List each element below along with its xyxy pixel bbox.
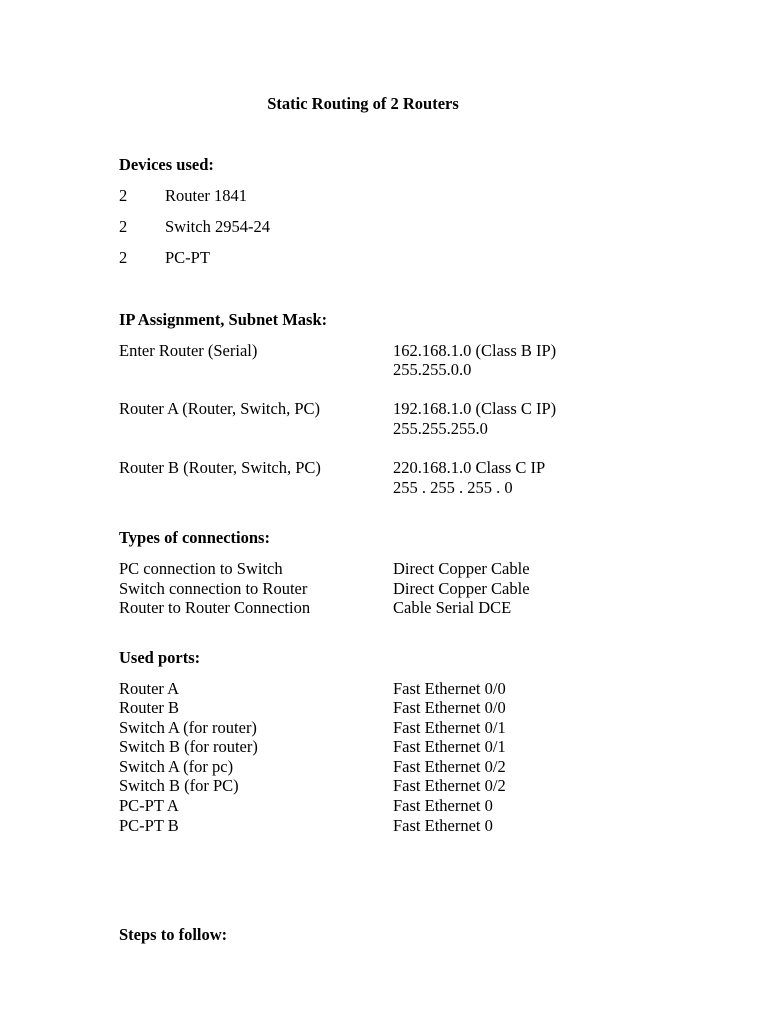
ip-row-mask: 255.255.0.0 (393, 360, 472, 379)
port-label: Router B (119, 698, 180, 717)
ip-row-mask: 255 . 255 . 255 . 0 (393, 478, 513, 497)
port-label: PC-PT A (119, 796, 179, 815)
devices-heading: Devices used: (119, 155, 214, 174)
port-label: Switch B (for PC) (119, 776, 239, 795)
port-value: Fast Ethernet 0/1 (393, 737, 506, 756)
device-name: Router 1841 (165, 186, 248, 205)
device-qty: 2 (119, 248, 128, 267)
port-label: Switch B (for router) (119, 737, 258, 756)
connection-value: Direct Copper Cable (393, 559, 530, 578)
ip-row-address: 192.168.1.0 (Class C IP) (393, 399, 557, 418)
connection-label: PC connection to Switch (119, 559, 283, 578)
device-qty: 2 (119, 186, 128, 205)
ip-row-label: Enter Router (Serial) (119, 341, 258, 360)
ip-row-mask: 255.255.255.0 (393, 419, 488, 438)
device-qty: 2 (119, 217, 128, 236)
port-value: Fast Ethernet 0/2 (393, 757, 506, 776)
port-label: Router A (119, 679, 180, 698)
connection-value: Cable Serial DCE (393, 598, 512, 617)
ip-row-label: Router B (Router, Switch, PC) (119, 458, 321, 477)
ip-row-address: 220.168.1.0 Class C IP (393, 458, 546, 477)
device-name: Switch 2954-24 (165, 217, 270, 236)
port-value: Fast Ethernet 0/0 (393, 698, 506, 717)
port-value: Fast Ethernet 0 (393, 796, 493, 815)
connection-value: Direct Copper Cable (393, 579, 530, 598)
device-name: PC-PT (165, 248, 210, 267)
ip-row-label: Router A (Router, Switch, PC) (119, 399, 321, 418)
connection-label: Router to Router Connection (119, 598, 311, 617)
connection-label: Switch connection to Router (119, 579, 308, 598)
connections-heading: Types of connections: (119, 528, 270, 547)
port-value: Fast Ethernet 0 (393, 816, 493, 835)
port-value: Fast Ethernet 0/1 (393, 718, 506, 737)
page-title: Static Routing of 2 Routers (267, 94, 459, 113)
ip-row-address: 162.168.1.0 (Class B IP) (393, 341, 557, 360)
port-label: Switch A (for pc) (119, 757, 234, 776)
port-value: Fast Ethernet 0/0 (393, 679, 506, 698)
steps-heading: Steps to follow: (119, 925, 228, 944)
ports-heading: Used ports: (119, 648, 201, 667)
ip-heading: IP Assignment, Subnet Mask: (119, 310, 328, 329)
port-label: Switch A (for router) (119, 718, 257, 737)
port-label: PC-PT B (119, 816, 179, 835)
port-value: Fast Ethernet 0/2 (393, 776, 506, 795)
